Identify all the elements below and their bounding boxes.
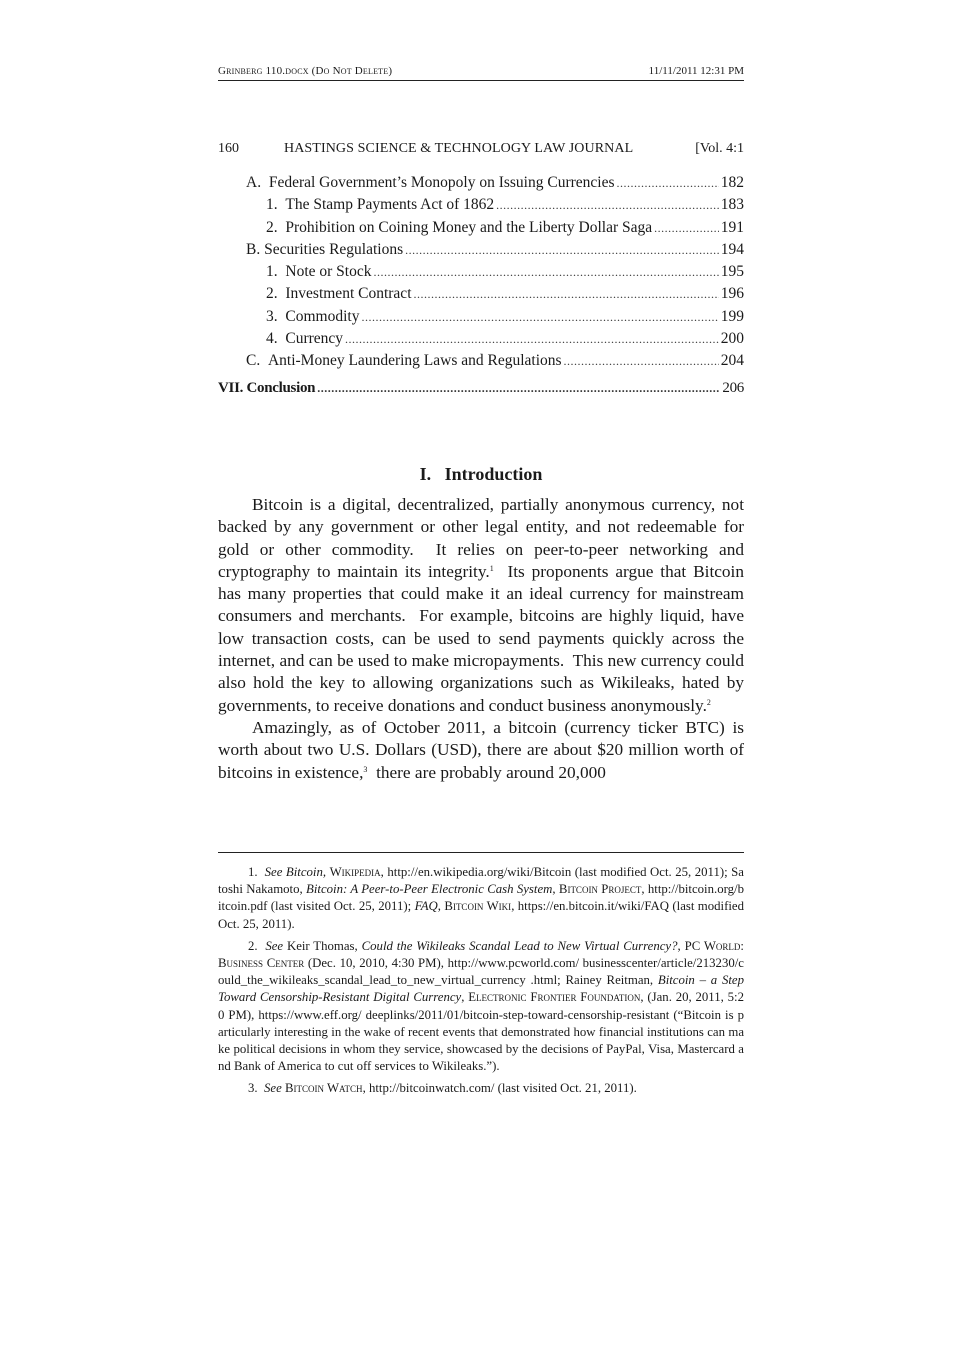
page-number: 160	[218, 141, 239, 156]
paragraph-text: Bitcoin is a digital, decentralized, partially anonymous currency, not backed by any government or other legal entity, and not redeemable for gold or other commodity. It relies on peer-to-peer networking and cryptography to maintain its integrity.	[218, 495, 744, 581]
toc-entry	[218, 283, 744, 305]
toc-entry-page: 183	[720, 196, 744, 214]
citation-title: Bitcoin – a Step Toward Censorship-Resistant Digital Currency	[218, 973, 744, 1005]
source-name: PC World: Business Center	[218, 938, 744, 971]
citation-text: ,	[461, 990, 469, 1005]
citation-title: Bitcoin: A Peer-to-Peer Electronic Cash System	[306, 882, 553, 897]
toc-entry-page: 196	[720, 285, 744, 303]
file-timestamp: 11/11/2011 12:31 PM	[648, 65, 744, 77]
toc-entry-label: 2. Investment Contract	[266, 285, 412, 303]
source-name: Bitcoin Wiki	[444, 899, 512, 914]
toc-leader	[617, 172, 719, 194]
section-heading: I. Introduction	[419, 464, 543, 484]
toc-entry	[218, 306, 744, 328]
citation-text: , https://en.bitcoin.it/wiki/FAQ (last modified Oct. 25, 2011).	[218, 899, 745, 931]
source-name: Wikipedia	[329, 865, 381, 879]
toc-entry	[218, 377, 744, 399]
toc-entry-label: 1. The Stamp Payments Act of 1862	[266, 196, 495, 214]
source-name: Electronic Frontier Foundation	[468, 990, 641, 1005]
citation-text: , (Jan. 20, 2011, 5:20 PM), https://www.eff.org/ deeplinks/2011/01/bitcoin-step-toward-censorship-resistant (“Bitcoin is particularly interesting in the wake of recent events that demonstrated how financial institutions can make political decisions in whom they service, showcased by the decisions of PayPal, Visa, Mastercard and Bank of America to cut off services to Wikileaks.”).	[218, 990, 744, 1074]
journal-title: HASTINGS SCIENCE & TECHNOLOGY LAW JOURNAL	[284, 141, 634, 156]
citation-text: (Dec. 10, 2010, 4:30 PM), http://www.pcworld.com/ businesscenter/article/213230/could_the_wikileaks_scandal_lead_to_new_virtual_currency .html; Rainey Reitman,	[218, 956, 744, 988]
footnote-ref: 3	[363, 764, 368, 774]
footnote	[218, 1080, 744, 1097]
citation-text: , http://bitcoin.org/bitcoin.pdf (last visited Oct. 25, 2011);	[218, 882, 744, 914]
footnote-ref: 1	[489, 563, 494, 573]
toc-leader	[414, 283, 719, 305]
footnotes	[218, 864, 744, 1103]
footnote-number: 1.	[248, 865, 258, 879]
toc-entry	[218, 239, 744, 261]
toc-entry-label: VII. Conclusion	[218, 379, 316, 396]
paragraph-text: Amazingly, as of October 2011, a bitcoin (currency ticker BTC) is worth about two U.S. Dollars (USD), there are about $20 million worth of bitcoins in existence,	[218, 717, 744, 782]
toc-entry	[218, 261, 744, 283]
paragraph	[218, 717, 744, 784]
footnote	[218, 938, 744, 1076]
source-name: Bitcoin Watch	[284, 1081, 363, 1096]
paragraph	[218, 494, 744, 717]
citation-text: ,	[677, 938, 685, 953]
toc-entry-page: 204	[720, 352, 744, 370]
toc-leader	[496, 194, 719, 216]
toc-entry-label: 2. Prohibition on Coining Money and the Liberty Dollar Saga	[266, 218, 653, 236]
citation-text: ,	[552, 882, 559, 897]
citation-title: Could the Wikileaks Scandal Lead to New Virtual Currency?	[361, 938, 678, 953]
toc-entry	[218, 217, 744, 239]
toc-entry-label: C. Anti-Money Laundering Laws and Regulations	[246, 352, 562, 370]
toc-entry-label: A. Federal Government’s Monopoly on Issuing Currencies	[246, 174, 615, 191]
toc-leader	[361, 306, 718, 328]
toc-entry-page: 195	[720, 263, 744, 281]
body-text	[218, 494, 744, 784]
toc-entry-page: 191	[720, 218, 744, 236]
file-header	[218, 64, 744, 81]
paragraph-text: Its proponents argue that Bitcoin has many properties that could make it an ideal currency for mainstream consumers and merchants. For example, bitcoins are highly liquid, have low transaction costs, can be used to send payments quickly across the internet, and can be used to make micropayments. This new currency could also hold the key to allowing organizations such as Wikileaks, hated by governments, to receive donations and conduct business anonymously.	[218, 561, 745, 715]
footnote-divider	[218, 852, 744, 853]
citation-text: , http://en.wikipedia.org/wiki/Bitcoin (last modified Oct. 25, 2011); Satoshi Nakamoto,	[218, 865, 744, 897]
file-name: Grinberg 110.docx (Do Not Delete)	[218, 65, 393, 77]
signal-text: See	[264, 1081, 282, 1096]
source-name: Bitcoin Project	[558, 882, 642, 897]
signal-text: See	[265, 938, 284, 953]
table-of-contents	[218, 172, 744, 399]
toc-entry-label: 4. Currency	[266, 330, 344, 348]
toc-leader	[373, 261, 718, 283]
toc-entry-label: B. Securities Regulations	[246, 240, 404, 258]
citation-text: , http://bitcoinwatch.com/ (last visited Oct. 21, 2011).	[362, 1081, 637, 1096]
paragraph-text: there are probably around 20,000	[367, 762, 606, 782]
toc-leader	[405, 239, 719, 261]
toc-entry-page: 194	[720, 240, 744, 258]
citation-text: Keir Thomas,	[283, 938, 362, 953]
toc-entry-page: 206	[722, 379, 744, 396]
citation-text: ,	[437, 899, 445, 914]
toc-entry	[218, 350, 744, 372]
toc-entry	[218, 194, 744, 216]
toc-entry-label: 1. Note or Stock	[266, 263, 372, 281]
footnote	[218, 864, 744, 933]
signal-text: See Bitcoin,	[264, 865, 327, 879]
volume-label: [Vol. 4:1	[695, 141, 744, 156]
toc-entry-label: 3. Commodity	[266, 307, 360, 325]
footnote-number: 2.	[248, 938, 258, 953]
toc-entry-page: 200	[720, 330, 744, 348]
toc-leader	[317, 377, 720, 399]
toc-entry	[218, 172, 744, 194]
footnote-number: 3.	[248, 1081, 258, 1096]
toc-leader	[345, 328, 719, 350]
toc-entry	[218, 328, 744, 350]
footnote-ref: 2	[706, 697, 711, 707]
toc-leader	[654, 217, 719, 239]
citation-title: FAQ	[414, 899, 438, 914]
toc-entry-page: 182	[720, 174, 744, 191]
toc-entry-page: 199	[720, 307, 744, 325]
toc-leader	[564, 350, 719, 372]
